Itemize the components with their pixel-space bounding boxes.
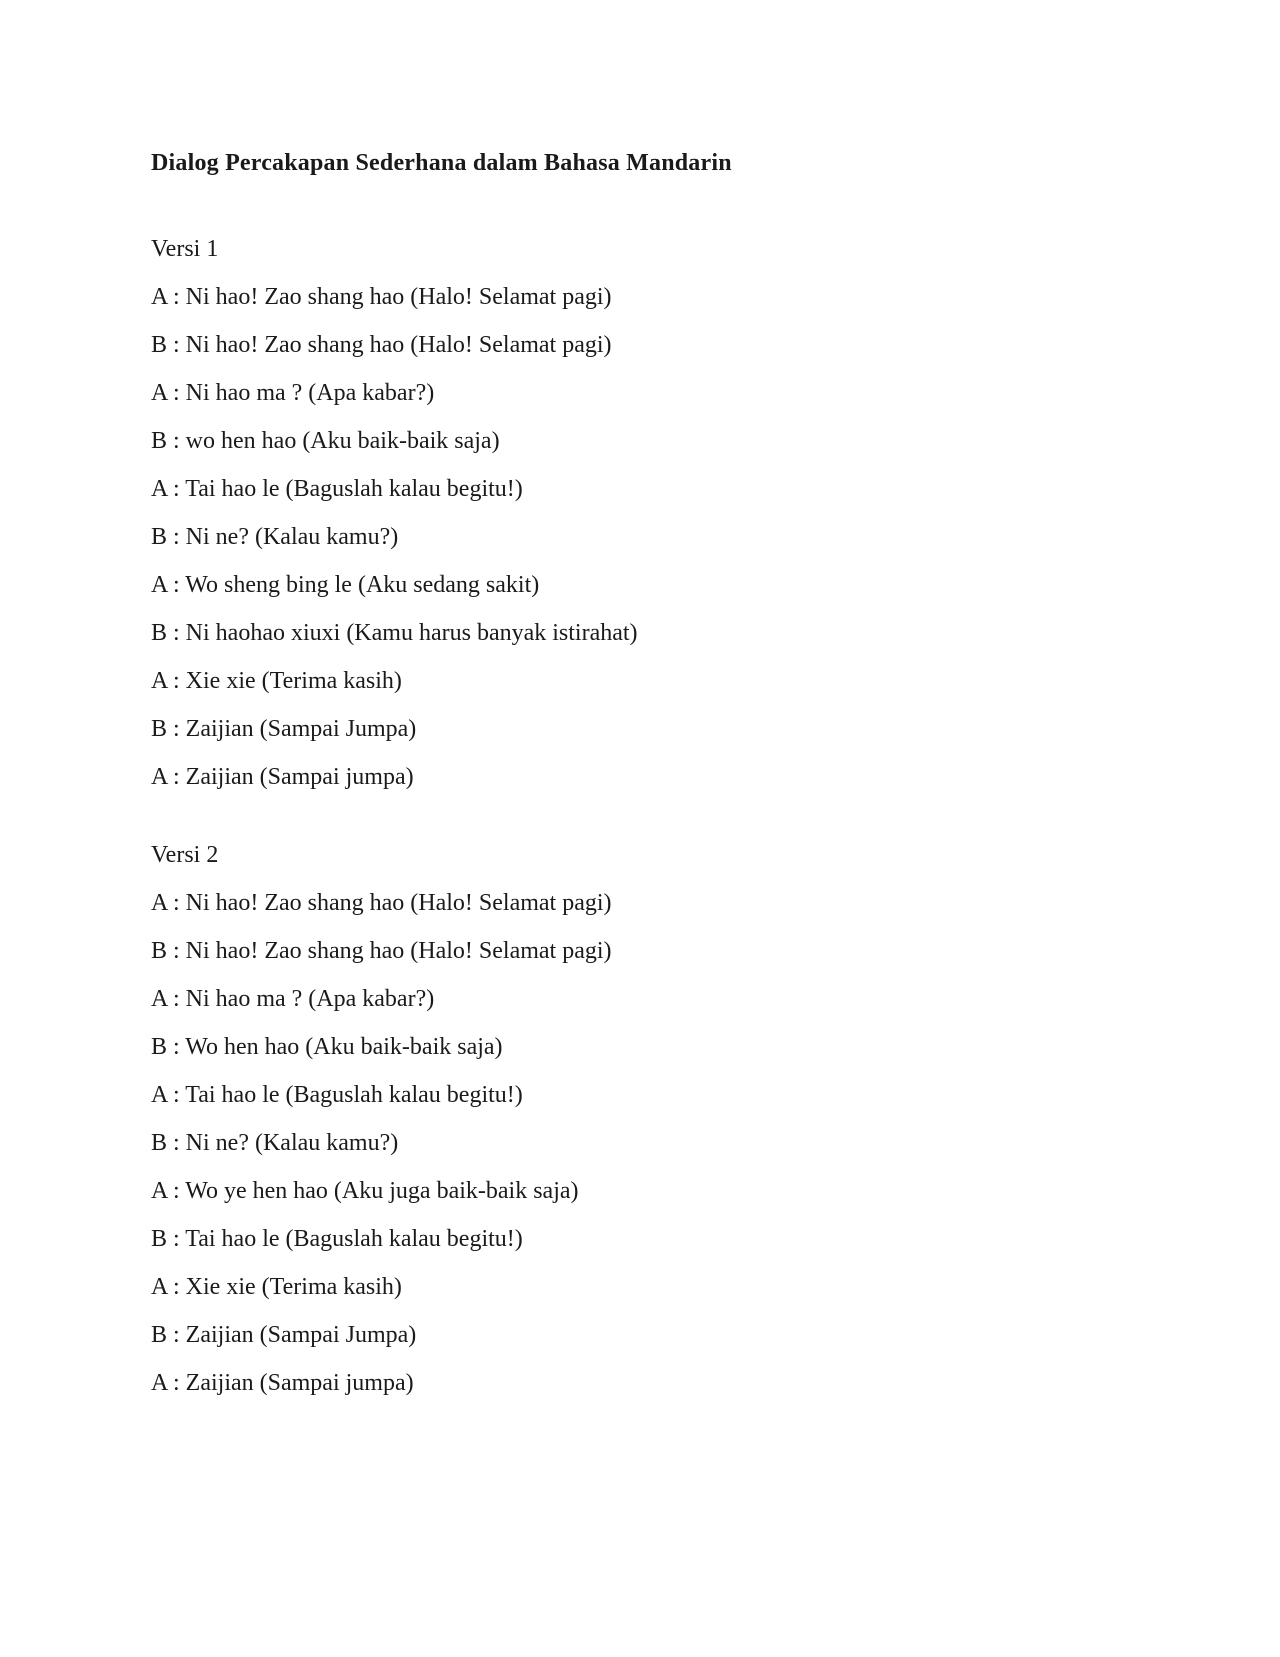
dialog-line: A : Ni hao ma ? (Apa kabar?) [151, 986, 435, 1012]
dialog-line: B : Tai hao le (Baguslah kalau begitu!) [151, 1226, 523, 1252]
dialog-line: B : Wo hen hao (Aku baik-baik saja) [151, 1034, 503, 1060]
dialog-line: A : Zaijian (Sampai jumpa) [151, 764, 414, 790]
document-body [151, 147, 1151, 1399]
dialog-line: A : Wo ye hen hao (Aku juga baik-baik saja) [151, 1178, 579, 1204]
dialog-line: A : Xie xie (Terima kasih) [151, 668, 402, 694]
section-heading: Versi 2 [151, 842, 219, 868]
section-heading: Versi 1 [151, 236, 219, 262]
dialog-line: B : Ni ne? (Kalau kamu?) [151, 1130, 399, 1156]
dialog-line: B : Zaijian (Sampai Jumpa) [151, 716, 417, 742]
dialog-line: B : Ni haohao xiuxi (Kamu harus banyak istirahat) [151, 620, 638, 646]
dialog-line: A : Xie xie (Terima kasih) [151, 1274, 402, 1300]
dialog-line: A : Tai hao le (Baguslah kalau begitu!) [151, 476, 523, 502]
dialog-line: A : Ni hao! Zao shang hao (Halo! Selamat pagi) [151, 284, 612, 310]
document-title: Dialog Percakapan Sederhana dalam Bahasa Mandarin [151, 150, 732, 176]
dialog-line: A : Ni hao ma ? (Apa kabar?) [151, 380, 435, 406]
dialog-line: A : Wo sheng bing le (Aku sedang sakit) [151, 572, 540, 598]
dialog-line: A : Ni hao! Zao shang hao (Halo! Selamat pagi) [151, 890, 612, 916]
dialog-line: B : Ni hao! Zao shang hao (Halo! Selamat pagi) [151, 332, 612, 358]
dialog-line: A : Zaijian (Sampai jumpa) [151, 1370, 414, 1396]
dialog-section-version-2 [151, 839, 1151, 1399]
dialog-line: B : Ni ne? (Kalau kamu?) [151, 524, 399, 550]
dialog-line: B : Zaijian (Sampai Jumpa) [151, 1322, 417, 1348]
dialog-line: B : wo hen hao (Aku baik-baik saja) [151, 428, 500, 454]
dialog-section-version-1 [151, 233, 1151, 793]
dialog-line: B : Ni hao! Zao shang hao (Halo! Selamat pagi) [151, 938, 612, 964]
dialog-line: A : Tai hao le (Baguslah kalau begitu!) [151, 1082, 523, 1108]
